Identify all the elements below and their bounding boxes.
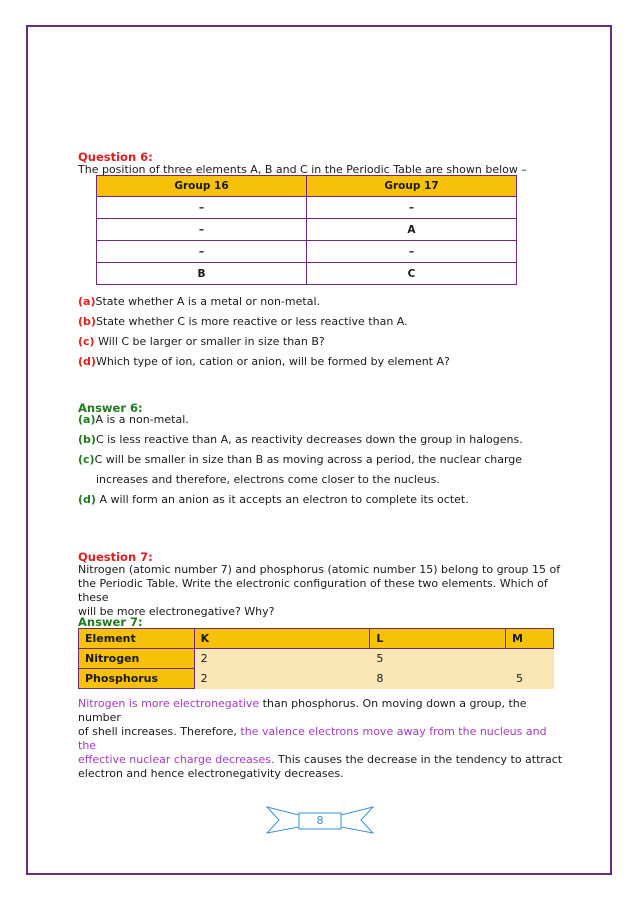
- table-cell: –: [307, 241, 517, 263]
- table-header: M: [506, 629, 554, 649]
- list-item: (b)State whether C is more reactive or less reactive than A.: [78, 315, 408, 328]
- table-header: L: [370, 629, 506, 649]
- table-cell: –: [97, 197, 307, 219]
- table-cell: 5: [370, 649, 506, 669]
- table-header: Element: [79, 629, 195, 649]
- list-item: increases and therefore, electrons come closer to the nucleus.: [96, 473, 440, 486]
- text-line: Nitrogen is more electronegative than phosphorus. On moving down a group, the number: [78, 697, 527, 724]
- table-cell: –: [307, 197, 517, 219]
- table-row: [79, 669, 554, 689]
- list-item: (d)Which type of ion, cation or anion, will be formed by element A?: [78, 355, 450, 368]
- list-item: (b)C is less reactive than A, as reactivity decreases down the group in halogens.: [78, 433, 523, 446]
- table-header: K: [194, 629, 370, 649]
- text-line: of shell increases. Therefore, the valence electrons move away from the nucleus and the: [78, 725, 547, 752]
- table-cell: C: [307, 263, 517, 285]
- table-cell: Phosphorus: [79, 669, 195, 689]
- page-number: 8: [316, 814, 324, 827]
- text-line: effective nuclear charge decreases. This causes the decrease in the tendency to attract: [78, 753, 563, 766]
- question-7-heading: Question 7:: [78, 550, 153, 564]
- list-item: (a)A is a non-metal.: [78, 413, 189, 426]
- table-cell: B: [97, 263, 307, 285]
- table-cell: –: [97, 219, 307, 241]
- table-row: [79, 649, 554, 669]
- table-header: Group 16: [97, 176, 307, 197]
- page-number-ornament: [265, 805, 375, 835]
- question-6-heading: Question 6:: [78, 150, 153, 164]
- periodic-table-excerpt: [96, 175, 517, 285]
- table-cell: Nitrogen: [79, 649, 195, 669]
- table-cell: 5: [506, 669, 554, 689]
- list-item: (a)State whether A is a metal or non-metal.: [78, 295, 321, 308]
- list-item: (d) A will form an anion as it accepts an electron to complete its octet.: [78, 493, 469, 506]
- table-cell: 8: [370, 669, 506, 689]
- table-header: Group 17: [307, 176, 517, 197]
- question-6-intro: The position of three elements A, B and C in the Periodic Table are shown below –: [78, 163, 527, 176]
- table-cell: 2: [194, 669, 370, 689]
- text-line: electron and hence electronegativity decreases.: [78, 767, 344, 780]
- question-7-body: [78, 563, 564, 619]
- table-cell: –: [97, 241, 307, 263]
- table-cell: [506, 649, 554, 669]
- answer-7-explanation: [78, 697, 564, 781]
- table-cell: A: [307, 219, 517, 241]
- question-6-parts: [78, 292, 450, 372]
- text-line: Nitrogen (atomic number 7) and phosphorus (atomic number 15) belong to group 15 of: [78, 563, 561, 576]
- answer-6-parts: [78, 410, 523, 510]
- list-item: (c)C will be smaller in size than B as moving across a period, the nuclear charge: [78, 453, 523, 466]
- list-item: (c) Will C be larger or smaller in size than B?: [78, 335, 325, 348]
- text-line: the Periodic Table. Write the electronic configuration of these two elements. Which of these: [78, 577, 548, 604]
- electronic-configuration-table: [78, 628, 554, 689]
- table-cell: 2: [194, 649, 370, 669]
- text-line: will be more electronegative? Why?: [78, 605, 275, 618]
- answer-6-heading: Answer 6:: [78, 401, 143, 415]
- answer-7-heading: Answer 7:: [78, 615, 143, 629]
